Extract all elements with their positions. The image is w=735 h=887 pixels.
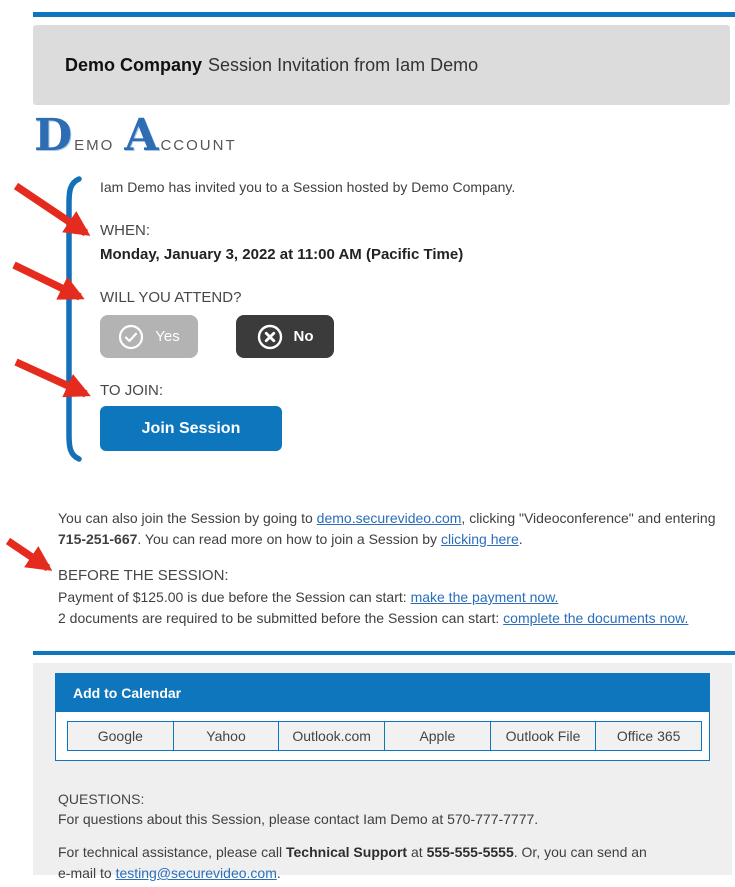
before-session-label: BEFORE THE SESSION: (58, 567, 229, 584)
rsvp-buttons (100, 315, 735, 358)
page-title (65, 55, 478, 76)
no-button[interactable] (236, 315, 334, 358)
email-invitation-page (0, 12, 735, 887)
documents-line (58, 608, 735, 629)
questions-label: QUESTIONS: (58, 791, 145, 807)
session-code: 715-251-667 (58, 531, 138, 547)
company-name: Demo Company (65, 54, 203, 75)
questions-section (58, 789, 732, 884)
contact-line: For questions about this Session, please contact Iam Demo at 570-777-7777. (58, 811, 539, 827)
no-button-label: No (293, 328, 314, 345)
logo-word1: EMO (74, 137, 115, 154)
calendar-option-outlook-file[interactable]: Outlook File (490, 721, 597, 751)
documents-text: 2 documents are required to be submitted before the Session can start: (58, 610, 504, 626)
calendar-option-google[interactable]: Google (67, 721, 174, 751)
calendar-option-apple[interactable]: Apple (384, 721, 491, 751)
tech-text-1: For technical assistance, please call (58, 844, 286, 860)
account-logo (34, 110, 735, 164)
session-datetime: Monday, January 3, 2022 at 11:00 AM (Pacific Time) (100, 246, 464, 263)
payment-line (58, 587, 735, 608)
documents-link[interactable]: complete the documents now. (503, 610, 689, 626)
logo-word2: CCOUNT (160, 137, 237, 154)
calendar-options-row (56, 712, 709, 760)
when-label: WHEN: (100, 222, 150, 239)
join-session-button[interactable]: Join Session (100, 406, 282, 451)
attend-label: WILL YOU ATTEND? (100, 289, 242, 306)
tech-support-name: Technical Support (286, 844, 408, 860)
tojoin-label: TO JOIN: (100, 382, 164, 399)
section-divider (33, 651, 735, 655)
calendar-option-outlook-com[interactable]: Outlook.com (278, 721, 385, 751)
tech-support-line (58, 842, 658, 884)
invitation-intro: Iam Demo has invited you to a Session hosted by Demo Company. (100, 179, 516, 195)
alt-join-text-2: , clicking "Videoconference" and entering (461, 510, 716, 526)
alt-join-text-3: . You can read more on how to join a Session by (137, 531, 441, 547)
tech-text-2: at (407, 844, 427, 860)
payment-text: Payment of $125.00 is due before the Session can start: (58, 589, 411, 605)
help-link[interactable]: clicking here (440, 531, 519, 547)
tech-text-3: . Or, you can send an e-mail to (58, 844, 647, 881)
x-circle-icon (257, 324, 283, 350)
yes-button-label: Yes (155, 328, 180, 345)
invitation-block (64, 178, 735, 451)
title-text: Session Invitation from Iam Demo (208, 54, 479, 75)
payment-link[interactable]: make the payment now. (410, 589, 559, 605)
email-title-banner (33, 25, 730, 105)
yes-button[interactable] (100, 315, 198, 358)
calendar-option-office-365[interactable]: Office 365 (595, 721, 702, 751)
alternate-join-paragraph (58, 508, 718, 550)
check-circle-icon (118, 324, 144, 350)
logo-letter-d: D (34, 110, 73, 161)
quote-bar (64, 176, 82, 462)
logo-letter-a: A (124, 110, 159, 161)
tech-text-4: . (276, 865, 281, 881)
calendar-panel-header: Add to Calendar (56, 674, 709, 712)
portal-link[interactable]: demo.securevideo.com (316, 510, 462, 526)
alt-join-text-1: You can also join the Session by going to (58, 510, 317, 526)
tech-support-phone: 555-555-5555 (426, 844, 514, 860)
calendar-option-yahoo[interactable]: Yahoo (173, 721, 280, 751)
red-arrow-before-session (8, 541, 48, 568)
footer-panel (33, 663, 732, 881)
support-email-link[interactable]: testing@securevideo.com (115, 865, 277, 881)
add-to-calendar-panel (55, 673, 710, 761)
alt-join-text-4: . (518, 531, 523, 547)
top-accent-bar (33, 12, 735, 17)
before-session-section (58, 565, 735, 629)
